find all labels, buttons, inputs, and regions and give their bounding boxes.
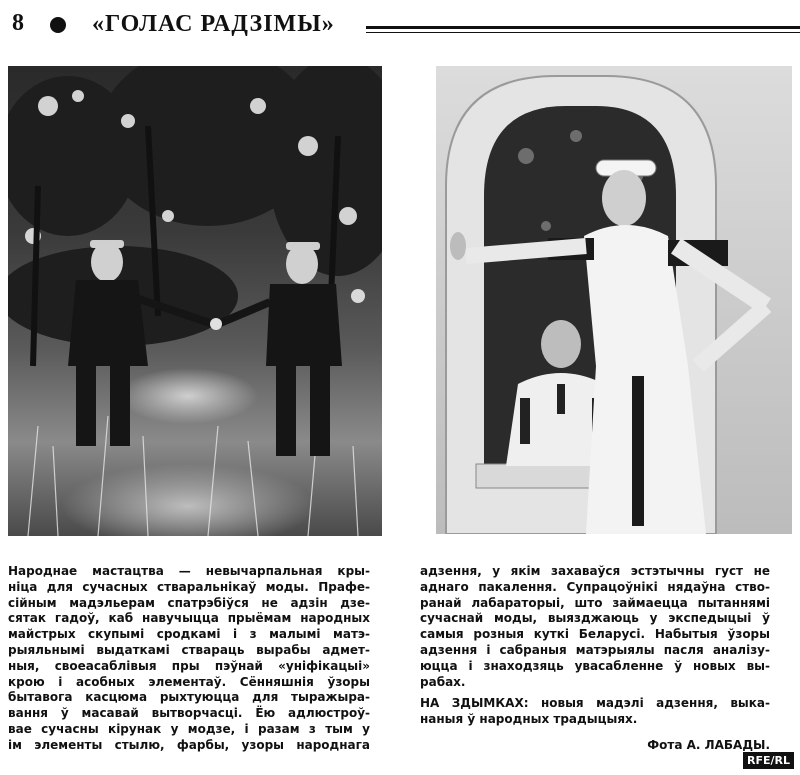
caption-line: наныя ў народных традыцыях.: [420, 712, 638, 727]
article-line: сійным мадэльерам спатрэбіўся не адзін дзе-: [8, 595, 370, 610]
article-line: Народнае мастацтва — невычарпальная кры-: [8, 564, 370, 578]
article-line: бытавога касцюма рыхтуюцца для тыражыра-: [8, 690, 370, 705]
article-line: майстрых скупымі сродкамі і з малымі матэ-: [8, 627, 370, 642]
photo-forest-models: [8, 66, 382, 536]
caption-text: новыя мадэлі адзення, выка-: [528, 696, 770, 711]
article-line: рабах.: [420, 674, 466, 689]
page-number: 8: [12, 10, 24, 36]
article-line: ныя, своеасаблівыя пры пэўнай «уніфікацыі»: [8, 658, 370, 673]
masthead: [0, 4, 800, 44]
article-line: сятак гадоў, каб навучыцца прыёмам народных: [8, 611, 370, 626]
article-line: рыяльнымі выдаткамі ствараць вырабы адмет-: [8, 642, 370, 657]
caption-label: НА ЗДЫМКАХ:: [420, 696, 529, 711]
article-left-column: [8, 564, 370, 754]
article-line: адзення і сабраныя матэрыялы пасля аналізу-: [420, 642, 770, 657]
article-line: сучаснай моды, выязджаюць у экспедыцыі ў: [420, 611, 770, 626]
masthead-title: «ГОЛАС РАДЗІМЫ»: [92, 11, 335, 37]
watermark: RFE/RL: [743, 752, 794, 769]
photo-archway-models: [436, 66, 792, 534]
masthead-rule-thin: [366, 32, 800, 33]
photo-forest-illustration: [8, 66, 382, 536]
article-line: самыя розныя куткі Беларусі. Набытыя ўзоры: [420, 627, 770, 642]
article-right-column: [420, 564, 770, 728]
article-line: крою і асобных элементаў. Сённяшнія ўзоры: [8, 674, 370, 689]
photo-credit: Фота А. ЛАБАДЫ.: [647, 738, 770, 752]
article-line: юцца і знаходзяць увасабленне ў новых вы-: [420, 658, 770, 673]
article-line: вае сучасны кірунак у модзе, і разам з тым у: [8, 721, 370, 736]
photo-archway-illustration: [436, 66, 792, 534]
bullet-icon: [50, 17, 66, 33]
article-line: вання ў масавай вытворчасці. Ёю адлюстроў-: [8, 706, 370, 721]
article-line: ранай лабараторыі, што займаецца пытаннямі: [420, 595, 770, 610]
article-line: ім элементы стылю, фарбы, узоры народнага: [8, 737, 370, 752]
masthead-rule-thick: [366, 26, 800, 29]
caption-line: [420, 696, 770, 712]
article-line: ніца для сучасных стваральнікаў моды. Прафе-: [8, 579, 370, 594]
article-line: адзення, у якім захаваўся эстэтычны густ не: [420, 564, 770, 578]
article-line: аднаго пакалення. Супрацоўнікі нядаўна ство-: [420, 579, 770, 594]
